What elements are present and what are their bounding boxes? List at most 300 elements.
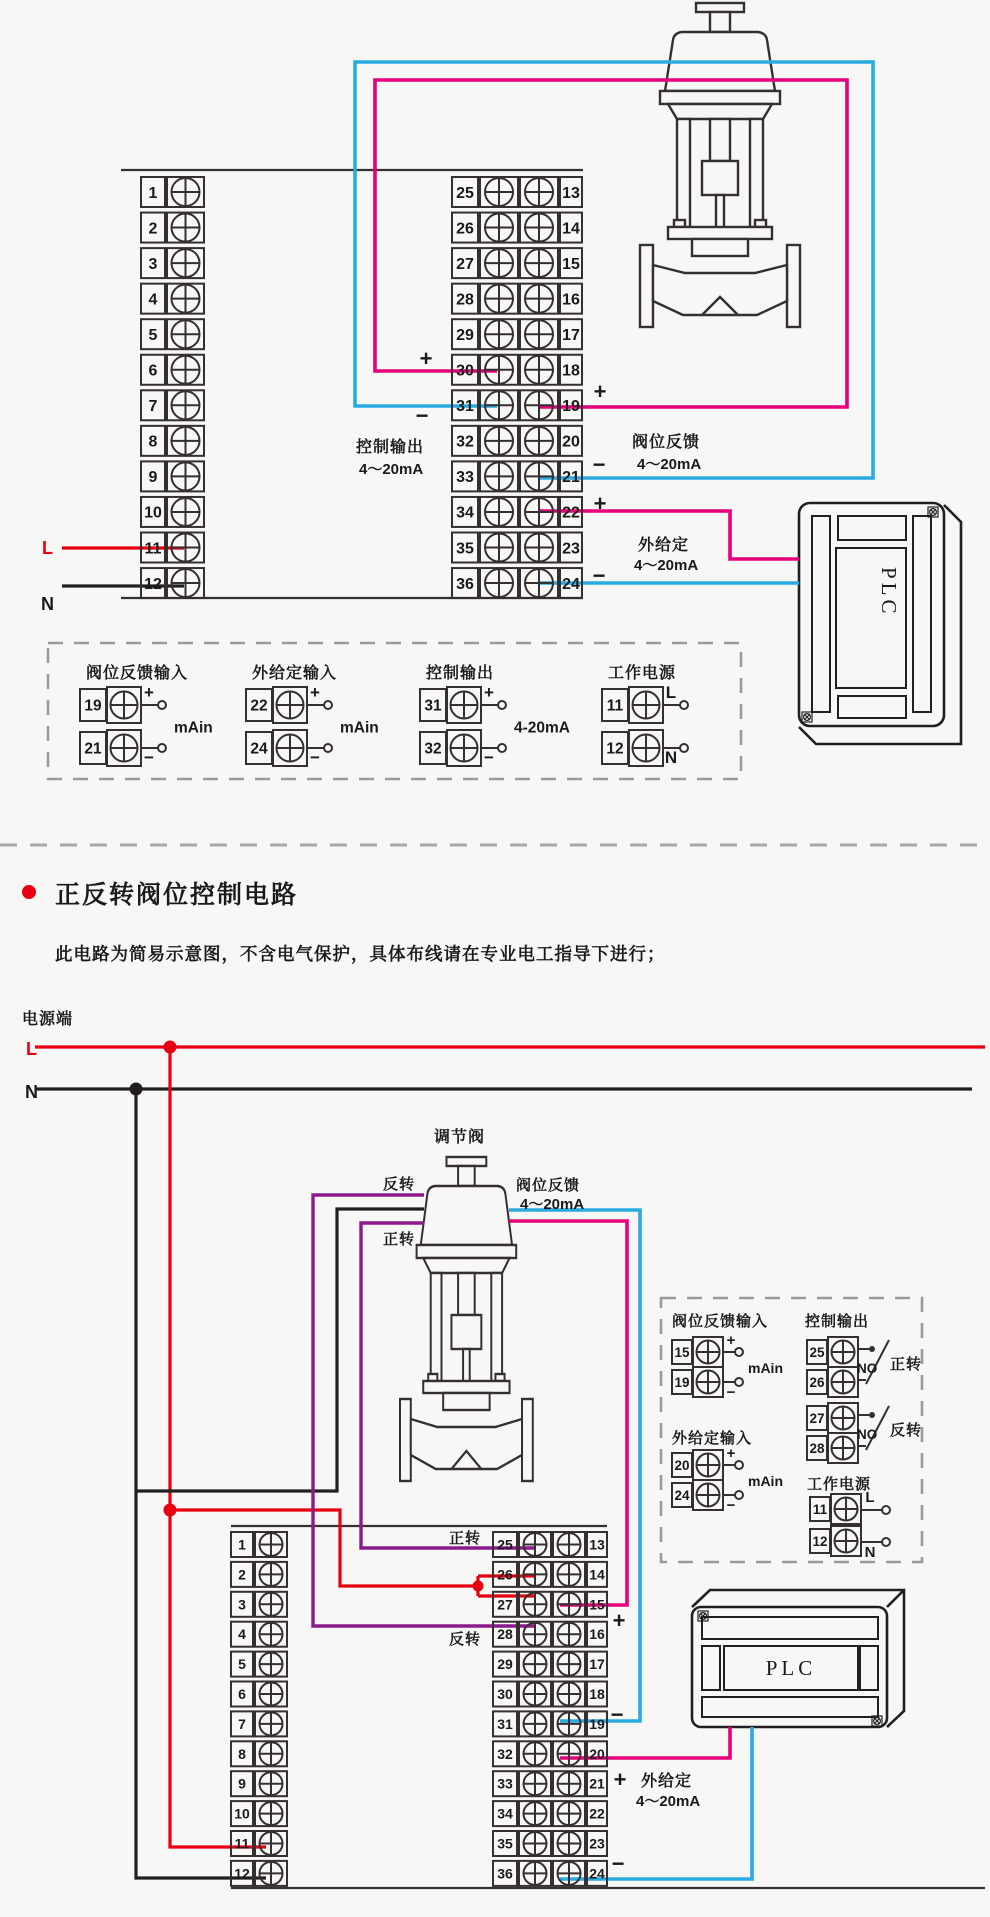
terminal-row	[493, 1532, 607, 1557]
terminal-screw-icon	[524, 1802, 547, 1825]
terminal-number: 13	[589, 1536, 605, 1553]
label-L: L	[42, 538, 53, 558]
terminal-screw-icon	[451, 692, 478, 719]
terminal-screw-icon	[697, 1484, 720, 1507]
wire-terminal-icon	[735, 1461, 743, 1469]
terminal-number: 11	[144, 540, 162, 558]
sign-plus-20: +	[613, 1767, 627, 1792]
terminal-screw-icon	[525, 249, 553, 277]
terminal-screw-icon	[260, 1802, 283, 1825]
legend-group-title: 阀位反馈输入	[86, 665, 189, 682]
legend-group-title: 外给定输入	[672, 1430, 753, 1447]
wire-terminal-icon	[158, 701, 166, 709]
terminal-screw-icon	[697, 1341, 720, 1364]
wire-terminal-icon	[498, 701, 506, 709]
terminal-row	[452, 533, 582, 563]
terminal-number: 21	[562, 469, 580, 487]
label-ext-set-range: 4～20mA	[634, 557, 699, 574]
terminal-screw-icon	[172, 391, 200, 419]
terminal-number: 29	[456, 326, 474, 344]
terminal-row	[493, 1682, 607, 1707]
terminal-screw-icon	[525, 462, 553, 490]
terminal-number: 30	[456, 362, 474, 380]
legend-2	[672, 1312, 922, 1561]
terminal-number: 21	[589, 1775, 605, 1792]
diagram2	[22, 1009, 985, 1888]
terminal-screw-icon	[172, 498, 200, 526]
terminal-block	[231, 1532, 287, 1886]
terminal-screw-icon	[485, 498, 513, 526]
wire-terminal-icon	[158, 744, 166, 752]
wire-control-output-plus	[375, 80, 847, 407]
terminal-number: 19	[562, 398, 580, 416]
terminal-row	[141, 355, 204, 385]
terminal-number: 21	[84, 740, 102, 758]
terminal-row	[231, 1592, 287, 1617]
wire-terminal-icon	[680, 701, 688, 709]
terminal-number: 23	[589, 1835, 605, 1852]
terminal-row	[493, 1801, 607, 1826]
terminal-number: 2	[238, 1566, 246, 1583]
terminal-screw-icon	[524, 1712, 547, 1735]
label-power-end: 电源端	[22, 1011, 74, 1028]
terminal-number: 31	[424, 697, 442, 715]
plc-label-1: PLC	[877, 567, 901, 618]
terminal-screw-icon	[558, 1742, 581, 1765]
relay-direction-label: 正转	[890, 1356, 923, 1373]
legend-relay-group	[804, 1312, 922, 1463]
terminal-screw-icon	[832, 1437, 855, 1460]
terminal-screw-icon	[558, 1593, 581, 1616]
wire-terminal-icon	[680, 744, 688, 752]
legend-group-title: 工作电源	[807, 1476, 872, 1493]
terminal-screw-icon	[485, 534, 513, 562]
contact-dot-icon	[869, 1412, 875, 1418]
control-valve-2	[400, 1157, 533, 1481]
terminal-screw-icon	[524, 1832, 547, 1855]
legend-sign: L	[665, 683, 677, 702]
terminal-number: 1	[148, 184, 158, 202]
terminal-number: 2	[148, 220, 158, 238]
legend-mid-label: mAin	[174, 719, 213, 737]
terminal-row	[141, 533, 204, 563]
legend-sign: −	[310, 748, 320, 767]
terminal-row	[141, 461, 204, 491]
label-valve: 调节阀	[434, 1129, 486, 1146]
terminal-screw-icon	[260, 1742, 283, 1765]
wire-terminal-icon	[735, 1348, 743, 1356]
terminal-number: 5	[148, 326, 158, 344]
terminal-screw-icon	[260, 1862, 283, 1885]
terminal-number: 24	[589, 1865, 605, 1882]
terminal-row	[452, 390, 582, 420]
terminal-screw-icon	[260, 1772, 283, 1795]
terminal-number: 3	[238, 1596, 246, 1613]
terminal-number: 16	[562, 291, 580, 309]
terminal-row	[231, 1682, 287, 1707]
terminal-number: 18	[562, 362, 580, 380]
terminal-row	[493, 1711, 607, 1736]
terminal-screw-icon	[524, 1623, 547, 1646]
sign-plus-22: +	[593, 491, 607, 516]
legend-group	[672, 1312, 783, 1401]
terminal-row	[141, 390, 204, 420]
terminal-number: 14	[589, 1566, 605, 1583]
terminal-number: 33	[497, 1775, 513, 1792]
legend-group-title: 工作电源	[608, 665, 677, 682]
terminal-screw-icon	[633, 692, 660, 719]
terminal-screw-icon	[525, 178, 553, 206]
terminal-screw-icon	[172, 285, 200, 313]
terminal-screw-icon	[835, 1530, 858, 1553]
terminal-number: 24	[562, 575, 580, 593]
terminal-number: 27	[497, 1596, 513, 1613]
terminal-screw-icon	[485, 427, 513, 455]
wire-terminal-icon	[735, 1378, 743, 1386]
terminal-number: 30	[497, 1686, 513, 1703]
terminal-screw-icon	[835, 1498, 858, 1521]
terminal-number: 20	[562, 433, 580, 451]
terminal-number: 28	[809, 1440, 825, 1456]
terminal-screw-icon	[558, 1862, 581, 1885]
terminal-row	[231, 1741, 287, 1766]
terminal-number: 34	[456, 504, 474, 522]
terminal-screw-icon	[172, 356, 200, 384]
legend-sign: +	[726, 1445, 736, 1462]
section-note: 此电路为简易示意图，不含电气保护，具体布线请在专业电工指导下进行；	[55, 944, 666, 964]
legend-1	[80, 663, 688, 767]
terminal-number: 6	[238, 1686, 246, 1703]
terminal-number: 13	[562, 184, 580, 202]
terminal-row	[141, 284, 204, 314]
terminal-number: 12	[606, 740, 624, 758]
terminal-screw-icon	[485, 356, 513, 384]
legend-sign: +	[144, 683, 154, 702]
legend-sign: −	[726, 1384, 736, 1401]
terminal-screw-icon	[111, 735, 138, 762]
terminal-row	[231, 1562, 287, 1587]
terminal-row	[493, 1861, 607, 1886]
sign-plus-19: +	[593, 379, 607, 404]
label-feedback-range: 4～20mA	[520, 1196, 585, 1213]
legend-sign: −	[144, 748, 154, 767]
wire-terminal-icon	[735, 1491, 743, 1499]
sign-minus-24: −	[592, 563, 606, 588]
terminal-number: 31	[497, 1715, 513, 1732]
terminal-row	[231, 1652, 287, 1677]
terminal-screw-icon	[524, 1593, 547, 1616]
legend-group-title: 外给定输入	[252, 665, 338, 682]
terminal-screw-icon	[697, 1454, 720, 1477]
terminal-screw-icon	[832, 1341, 855, 1364]
sign-minus-24: −	[611, 1851, 625, 1876]
terminal-row	[493, 1622, 607, 1647]
terminal-screw-icon	[558, 1772, 581, 1795]
label-L2: L	[26, 1039, 37, 1059]
terminal-number: 18	[589, 1686, 605, 1703]
wire-L-drop	[170, 1047, 266, 1847]
legend-sign: −	[726, 1497, 736, 1514]
wire-terminal-icon	[882, 1538, 890, 1546]
terminal-number: 27	[456, 255, 474, 273]
label-valve-feedback-range: 4～20mA	[637, 456, 702, 473]
terminal-screw-icon	[172, 214, 200, 242]
label-N2: N	[25, 1082, 38, 1102]
terminal-number: 16	[589, 1626, 605, 1643]
legend-group	[602, 663, 688, 767]
terminal-screw-icon	[524, 1683, 547, 1706]
terminal-number: 35	[497, 1835, 513, 1852]
contact-type-label: NO	[857, 1361, 878, 1376]
terminal-screw-icon	[525, 498, 553, 526]
terminal-number: 17	[589, 1656, 605, 1673]
terminal-screw-icon	[485, 320, 513, 348]
terminal-number: 15	[589, 1596, 605, 1613]
terminal-number: 28	[456, 291, 474, 309]
terminal-block	[141, 177, 204, 598]
terminal-screw-icon	[558, 1563, 581, 1586]
terminal-screw-icon	[525, 569, 553, 597]
terminal-screw-icon	[524, 1772, 547, 1795]
terminal-screw-icon	[277, 735, 304, 762]
terminal-row	[452, 355, 582, 385]
wire-terminal-icon	[882, 1506, 890, 1514]
terminal-number: 3	[148, 255, 158, 273]
terminal-screw-icon	[260, 1832, 283, 1855]
junction-dot	[164, 1041, 177, 1054]
terminal-number: 36	[456, 575, 474, 593]
terminal-number: 12	[812, 1533, 828, 1549]
terminal-screw-icon	[525, 427, 553, 455]
terminal-number: 19	[674, 1374, 690, 1390]
terminal-number: 19	[84, 697, 102, 715]
legend-mid-label: mAin	[748, 1360, 783, 1376]
plc-box-1	[799, 503, 961, 744]
terminal-block	[452, 177, 582, 598]
terminal-number: 20	[674, 1457, 690, 1473]
terminal-number: 11	[234, 1835, 250, 1852]
legend-sign: +	[484, 683, 494, 702]
terminal-screw-icon	[525, 285, 553, 313]
label-feedback: 阀位反馈	[516, 1177, 581, 1194]
terminal-screw-icon	[558, 1683, 581, 1706]
terminal-number: 10	[144, 504, 162, 522]
sign-minus-19: −	[610, 1702, 624, 1727]
terminal-row	[452, 177, 582, 207]
terminal-number: 6	[148, 362, 158, 380]
terminal-row	[231, 1771, 287, 1796]
legend-sign: N	[664, 748, 678, 767]
terminal-screw-icon	[558, 1712, 581, 1735]
terminal-number: 9	[148, 469, 158, 487]
control-valve	[640, 3, 800, 327]
terminal-number: 9	[238, 1775, 246, 1792]
terminal-row	[231, 1711, 287, 1736]
terminal-row	[141, 426, 204, 456]
terminal-screw-icon	[172, 534, 200, 562]
legend-sign: −	[484, 748, 494, 767]
label-valve-feedback: 阀位反馈	[632, 434, 701, 451]
terminal-screw-icon	[172, 569, 200, 597]
terminal-screw-icon	[260, 1623, 283, 1646]
label-ext-set-range-2: 4～20mA	[636, 1793, 701, 1810]
terminal-screw-icon	[558, 1533, 581, 1556]
terminal-screw-icon	[260, 1563, 283, 1586]
terminal-screw-icon	[524, 1653, 547, 1676]
terminal-number: 11	[606, 697, 624, 715]
terminal-row	[141, 497, 204, 527]
terminal-row	[493, 1652, 607, 1677]
legend-sign: +	[310, 683, 320, 702]
terminal-screw-icon	[525, 320, 553, 348]
terminal-number: 32	[497, 1745, 513, 1762]
terminal-number: 25	[456, 184, 474, 202]
legend-group-title: 阀位反馈输入	[672, 1313, 769, 1330]
terminal-number: 24	[250, 740, 268, 758]
terminal-number: 33	[456, 469, 474, 487]
terminal-screw-icon	[260, 1653, 283, 1676]
terminal-number: 27	[809, 1410, 825, 1426]
terminal-number: 14	[562, 220, 580, 238]
terminal-screw-icon	[485, 285, 513, 313]
legend-mid-label: mAin	[340, 719, 379, 737]
terminal-screw-icon	[525, 214, 553, 242]
terminal-screw-icon	[260, 1683, 283, 1706]
terminal-screw-icon	[485, 178, 513, 206]
terminal-number: 7	[238, 1715, 246, 1732]
terminal-row	[452, 284, 582, 314]
terminal-screw-icon	[558, 1802, 581, 1825]
terminal-number: 31	[456, 398, 474, 416]
terminal-number: 36	[497, 1865, 513, 1882]
legend-group	[80, 663, 213, 767]
terminal-row	[231, 1622, 287, 1647]
terminal-screw-icon	[172, 320, 200, 348]
terminal-row	[493, 1592, 607, 1617]
terminal-number: 34	[497, 1805, 513, 1822]
sign-minus-31: −	[415, 403, 429, 428]
sign-plus-30: +	[419, 346, 433, 371]
contact-dot-icon	[869, 1346, 875, 1352]
terminal-screw-icon	[832, 1371, 855, 1394]
terminal-number: 26	[497, 1566, 513, 1583]
terminal-row	[231, 1861, 287, 1886]
terminal-row	[452, 213, 582, 243]
terminal-row	[141, 213, 204, 243]
bullet-icon	[22, 885, 36, 899]
terminal-screw-icon	[485, 391, 513, 419]
terminal-screw-icon	[260, 1593, 283, 1616]
terminal-screw-icon	[172, 427, 200, 455]
terminal-row	[452, 248, 582, 278]
terminal-number: 25	[809, 1344, 825, 1360]
terminal-screw-icon	[485, 214, 513, 242]
terminal-screw-icon	[558, 1653, 581, 1676]
terminal-number: 5	[238, 1656, 246, 1673]
wire-terminal-icon	[498, 744, 506, 752]
terminal-row	[141, 248, 204, 278]
relay-direction-label: 反转	[890, 1422, 923, 1439]
terminal-screw-icon	[172, 462, 200, 490]
terminal-screw-icon	[525, 356, 553, 384]
section-title: 正反转阀位控制电路	[55, 881, 299, 909]
terminal-screw-icon	[111, 692, 138, 719]
terminal-number: 25	[497, 1536, 513, 1553]
terminal-number: 26	[809, 1374, 825, 1390]
label-control-output-range: 4～20mA	[359, 461, 424, 478]
terminal-screw-icon	[485, 462, 513, 490]
terminal-row	[452, 426, 582, 456]
terminal-screw-icon	[172, 249, 200, 277]
label-ext-set: 外给定	[638, 537, 690, 554]
terminal-screw-icon	[485, 249, 513, 277]
sign-plus-15: +	[612, 1608, 626, 1633]
label-control-output: 控制输出	[356, 439, 425, 456]
terminal-block	[493, 1532, 607, 1886]
terminal-screw-icon	[277, 692, 304, 719]
sign-minus-21: −	[592, 452, 606, 477]
legend-group	[420, 663, 570, 767]
terminal-number: 29	[497, 1656, 513, 1673]
label-forward-top: 正转	[383, 1231, 416, 1248]
label-ext-set-2: 外给定	[641, 1773, 693, 1790]
terminal-number: 15	[674, 1344, 690, 1360]
terminal-row	[141, 177, 204, 207]
legend-mid-label: 4-20mA	[514, 719, 570, 737]
label-forward-mid: 正转	[449, 1530, 482, 1547]
label-N: N	[41, 594, 54, 614]
terminal-number: 15	[562, 255, 580, 273]
terminal-screw-icon	[697, 1371, 720, 1394]
legend-group-title: 控制输出	[426, 665, 495, 682]
terminal-screw-icon	[524, 1563, 547, 1586]
terminal-number: 19	[589, 1715, 605, 1732]
terminal-row	[452, 568, 582, 598]
terminal-row	[452, 461, 582, 491]
terminal-number: 26	[456, 220, 474, 238]
terminal-screw-icon	[525, 534, 553, 562]
terminal-number: 17	[562, 326, 580, 344]
junction-dot	[130, 1083, 143, 1096]
terminal-row	[452, 319, 582, 349]
label-reverse-top: 反转	[383, 1176, 416, 1193]
terminal-number: 10	[234, 1805, 250, 1822]
terminal-number: 4	[148, 291, 158, 309]
terminal-row	[231, 1801, 287, 1826]
terminal-number: 22	[250, 697, 268, 715]
contact-type-label: NO	[857, 1427, 878, 1442]
label-reverse-mid: 反转	[449, 1631, 482, 1648]
terminal-screw-icon	[451, 735, 478, 762]
terminal-screw-icon	[633, 735, 660, 762]
junction-dot	[473, 1581, 484, 1592]
legend-mid-label: mAin	[748, 1473, 783, 1489]
terminal-number: 12	[144, 575, 162, 593]
terminal-row	[141, 568, 204, 598]
legend-sign: +	[726, 1332, 736, 1349]
terminal-row	[231, 1831, 287, 1856]
legend-group	[672, 1429, 783, 1514]
terminal-number: 28	[497, 1626, 513, 1643]
terminal-screw-icon	[524, 1862, 547, 1885]
terminal-number: 23	[562, 540, 580, 558]
terminal-screw-icon	[524, 1742, 547, 1765]
legend-sign: N	[864, 1544, 876, 1561]
terminal-number: 32	[424, 740, 442, 758]
terminal-number: 35	[456, 540, 474, 558]
terminal-number: 7	[148, 398, 158, 416]
terminal-blocks-1	[141, 177, 582, 598]
